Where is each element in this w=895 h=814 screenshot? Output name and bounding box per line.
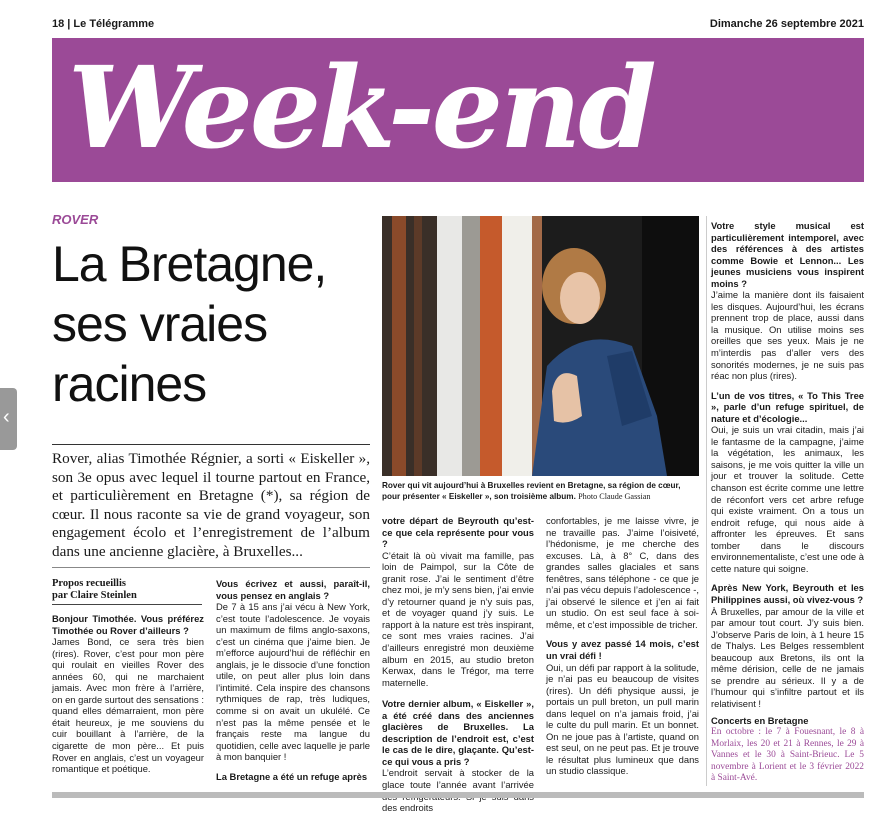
column-4 (546, 515, 699, 777)
question: Bonjour Timothée. Vous préférez Timothée ou Rover d’ailleurs ? (52, 613, 204, 636)
headline-line-2: ses vraies (52, 296, 268, 352)
byline (52, 578, 202, 602)
page-footer-bar (52, 792, 864, 798)
portrait-illustration (382, 216, 699, 476)
answer: Oui, je suis un vrai citadin, mais j’ai le fantasme de la campagne, j’aime la végétation, les animaux, les saisons, je me vois quitter la ville un jour et trouver la solitude. Cette chanson est écrite comme une lettre de réconfort vers cet arbre refuge qui existe vraiment. On a tous un endroit refuge, qui nous aide à affronter les épreuves. Et sans tomber dans le discours environnementaliste, c’est une ode à cette nature qui soigne. (711, 424, 864, 574)
photo-credit: Photo Claude Gassian (578, 492, 651, 501)
column-divider (706, 216, 707, 786)
question: Vous y avez passé 14 mois, c’est un vrai défi ! (546, 638, 699, 662)
answer: James Bond, ce sera très bien (rires). Rover, c’est pour mon père qui roulait en vieilles Rover des années 60, qui ne marchaient jamais. Avec mon frère à l’arrière, on en garde surtout des sensations : quand elles démarraient, mon père était heureux, je me souviens du cuir bouillant à l’arrière, de la cigarette de mon père... Et puis Rover en anglais, c’est un voyageur romantique et poétique. (52, 636, 204, 775)
answer: De 7 à 15 ans j’ai vécu à New York, c’est toute l’adolescence. Je voyais un maximum de films anglo-saxons, c’est un cinéma que j’aime bien. Je m’efforce aujourd’hui de réfléchir en anglais, je le dissocie d’une fonction utile, on peut aller plus loin dans l’intimité. Cela inspire des chansons rythmiques de rap, très ludiques, comme si on avait un ukulélé. Ce n’est pas la même pensée et le français reste ma langue du quotidien, celle avec laquelle je parle à mon banquier ! (216, 601, 370, 763)
page-folio: 18 | Le Télégramme (52, 18, 155, 30)
column-5 (711, 220, 864, 785)
column-3 (382, 515, 534, 814)
prev-page-button[interactable] (0, 388, 17, 450)
question: Votre style musical est particulièrement intemporel, avec des références à des artistes comme Bowie et Lennon... Les jeunes musiciens vous inspirent moins ? (711, 220, 864, 289)
question: Vous écrivez et aussi, paraît-il, vous pensez en anglais ? (216, 578, 370, 601)
byline-line-1: Propos recueillis (52, 578, 126, 589)
chevron-left-icon: ‹ (3, 406, 10, 428)
page-header (52, 18, 864, 34)
article-kicker: ROVER (52, 212, 99, 227)
byline-rule (52, 604, 202, 605)
headline-line-1: La Bretagne, (52, 236, 327, 292)
concerts-box (711, 715, 864, 784)
question: La Bretagne a été un refuge après (216, 770, 368, 782)
page-date: Dimanche 26 septembre 2021 (709, 18, 864, 30)
lead-rule (52, 567, 370, 568)
question: votre départ de Beyrouth qu’est-ce que cela représente pour vous ? (382, 515, 534, 550)
question: L’un de vos titres, « To This Tree », parle d’un refuge spirituel, de nature et d’écologie... (711, 389, 864, 424)
section-banner (52, 38, 864, 182)
question: Votre dernier album, « Eiskeller », a été créé dans des anciennes glacières de Bruxelles. La description de l’endroit est, c’est le cas de le dire, glaçante. Qu’est-ce qui vous a pris ? (382, 698, 534, 767)
photo-caption (382, 480, 700, 502)
answer: confortables, je me laisse vivre, je ne travaille pas. J’aime l’oisiveté, l’hédonisme, je me cherche des excuses. Là, à 8° C, dans des grandes salles glaciales et sans fenêtres, sans téléphone - ce que je n’ai pas vécu depuis l’adolescence -, j’ai observé le silence et j’en ai fait un studio. On est seul face à soi-même, et c’est impossible de tricher. (546, 515, 699, 630)
answer: C’était là où vivait ma famille, pas loin de Paimpol, sur la Côte de granit rose. J’ai le sentiment d’être chez moi, je m’y sens bien, j’ai envie d’y retourner quand je n’y suis pas, et de voyager quand j’y suis. Le rapport à la nature est très inspirant, ce sont mes vraies racines. J’ai d’ailleurs enregistré mon deuxième album en 2015, au studio breton Kerwax, dans le Trégor, ma terre maternelle. (382, 549, 534, 688)
column-1 (52, 613, 204, 775)
headline-rule (52, 444, 370, 445)
concerts-dates: En octobre : le 7 à Fouesnant, le 8 à Morlaix, les 20 et 21 à Rennes, le 29 à Vannes et le 30 à Saint-Brieuc. Le 5 novembre à Lorient et le 3 février 2022 à Saint-Avé. (711, 726, 864, 784)
answer: J’aime la manière dont ils faisaient les disques. Aujourd’hui, les écrans prennent trop de place, aussi dans la musique. On utilise moins ses oreilles que ses yeux. Mais je ne m’interdis pas d’aller vers des sonorités modernes, je ne suis pas réac non plus (rires). (711, 289, 864, 382)
concerts-title: Concerts en Bretagne (711, 715, 809, 727)
answer: L’endroit servait à stocker de la glace toute l’année avant l’arrivée des endroits (382, 767, 534, 814)
answer: À Bruxelles, par amour de la ville et par amour tout court. J’y suis bien. J’observe Paris de loin, à 1 heure 15 de Thalys. Les Belges ressemblent beaucoup aux Bretons, ils ont la même dérision, celle de ne jamais se prendre au sérieux. Il y a de l’humour qui s’infiltre partout et ils relativisent ! (711, 605, 864, 709)
answer: Oui, un défi par rapport à la solitude, je n’ai pas eu beaucoup de visites (rires). Un défi physique aussi, je portais un pull breton, un pull marin dans lequel on n’a jamais froid, j’ai le culte du pull marin. Et un bonnet. On ne joue pas à l’artiste, quand on est seul, on ne peut pas. Et je trouve le résultat plus lumineux que dans un studio classique. (546, 661, 699, 777)
headline-line-3: racines (52, 356, 207, 412)
article-headline (52, 234, 372, 414)
article-photo (382, 216, 699, 476)
byline-line-2: par Claire Steinlen (52, 590, 137, 601)
section-title: Week-end (68, 43, 654, 174)
column-2 (216, 578, 370, 782)
caption-text: Rover qui vit aujourd’hui à Bruxelles revient en Bretagne, sa région de cœur, pour présenter « Eiskeller », son troisième album. (382, 481, 681, 501)
question: Après New York, Beyrouth et les Philippines aussi, où vivez-vous ? (711, 582, 864, 605)
article-lead: Rover, alias Timothée Régnier, a sorti « Eiskeller », son 3e opus avec lequel il tourne partout en France, et particulièrement en Bretagne (*), sa région de cœur. Il nous raconte sa vie de grand voyageur, son engagement écolo et l’enregistrement de l’album dans une ancienne glacière, à Bruxelles... (52, 450, 370, 560)
